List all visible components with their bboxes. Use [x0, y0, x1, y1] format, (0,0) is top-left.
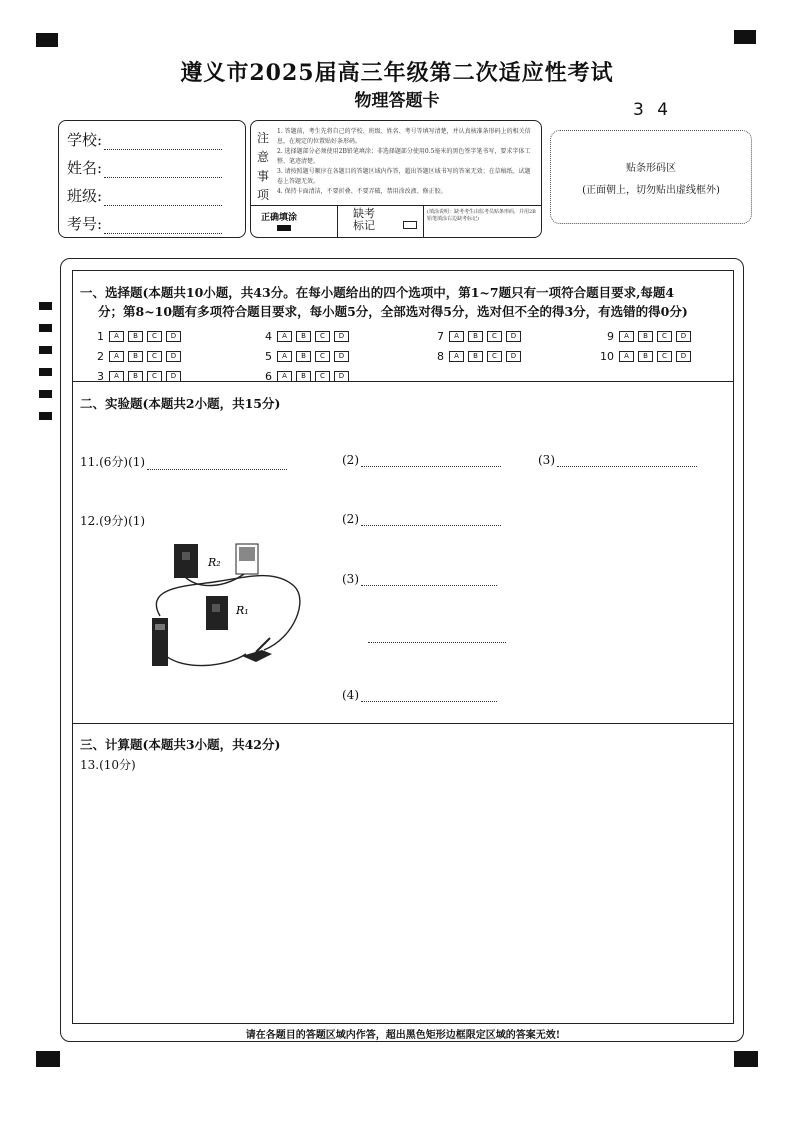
- notes-box: [250, 120, 542, 238]
- section-divider: [72, 723, 734, 724]
- mcq-question-7: [430, 330, 525, 343]
- question-number: 9: [607, 330, 614, 343]
- option-bubble-b[interactable]: B: [128, 351, 143, 362]
- option-bubble-a[interactable]: A: [449, 331, 464, 342]
- absent-label: 缺考标记: [353, 207, 375, 232]
- timing-mark: [39, 368, 52, 376]
- option-bubble-c[interactable]: C: [315, 331, 330, 342]
- option-bubble-c[interactable]: C: [147, 371, 162, 382]
- option-bubble-a[interactable]: A: [619, 351, 634, 362]
- question-number: 3: [97, 370, 104, 383]
- option-bubble-b[interactable]: B: [468, 351, 483, 362]
- q12-part3-line2[interactable]: [368, 642, 506, 643]
- section2-title: 二、实验题(本题共2小题，共15分): [80, 396, 281, 411]
- q12-part2[interactable]: (2): [342, 512, 501, 526]
- question-number: 10: [600, 350, 614, 363]
- timing-mark: [39, 390, 52, 398]
- circuit-diagram: [124, 538, 306, 676]
- option-bubble-c[interactable]: C: [147, 351, 162, 362]
- exam-title: 遵义市2025届高三年级第二次适应性考试: [180, 60, 614, 86]
- mcq-question-9: [600, 330, 695, 343]
- option-bubble-c[interactable]: C: [315, 371, 330, 382]
- mcq-question-1: [90, 330, 185, 343]
- notes-list: 1. 答题前，考生先将自己的学校、班级、姓名、考号等填写清楚，并认真核准条形码上的相关信息，在规定的位置贴好条形码。 2. 选择题部分必须使用2B铅笔填涂；非选择题部分使用0.5毫米的黑色签字笔书写，要求字体工整、笔迹清楚。 3. 请按照题号顺序在各题目的答题区域内作答，超出答题区域书写的答案无效；在草稿纸、试题卷上答题无效。 4. 保持卡面清洁，不要折叠、不要弄破，禁用涂改液、修正胶。: [277, 128, 531, 195]
- footer-warning: 请在各题目的答题区域内作答，超出黑色矩形边框限定区域的答案无效!: [245, 1030, 561, 1041]
- question-number: 4: [265, 330, 272, 343]
- option-bubble-b[interactable]: B: [296, 331, 311, 342]
- option-bubble-a[interactable]: A: [619, 331, 634, 342]
- exam-number-field[interactable]: 考号:: [67, 213, 222, 234]
- question-number: 6: [265, 370, 272, 383]
- option-bubble-d[interactable]: D: [334, 371, 349, 382]
- option-bubble-a[interactable]: A: [109, 331, 124, 342]
- question-number: 8: [437, 350, 444, 363]
- mcq-question-2: [90, 350, 185, 363]
- correct-fill-label: 正确填涂: [261, 213, 298, 223]
- mcq-question-5: [258, 350, 353, 363]
- handwritten-number: 3 4: [633, 100, 673, 120]
- option-bubble-a[interactable]: A: [277, 331, 292, 342]
- option-bubble-a[interactable]: A: [109, 351, 124, 362]
- mcq-question-10: [600, 350, 695, 363]
- student-info-box: [58, 120, 246, 238]
- absent-checkbox[interactable]: [403, 221, 417, 229]
- option-bubble-a[interactable]: A: [277, 351, 292, 362]
- barcode-note: (正面朝上，切勿贴出虚线框外): [582, 185, 720, 196]
- corner-marker-bottom-right: [734, 1051, 758, 1067]
- option-bubble-b[interactable]: B: [128, 371, 143, 382]
- option-bubble-b[interactable]: B: [638, 331, 653, 342]
- section3-title: 三、计算题(本题共3小题，共42分): [80, 737, 281, 752]
- fill-legend: [251, 205, 541, 238]
- timing-mark: [39, 412, 52, 420]
- q12-part1[interactable]: 12.(9分)(1): [80, 514, 146, 528]
- option-bubble-a[interactable]: A: [449, 351, 464, 362]
- r2-label: R₂: [208, 556, 221, 569]
- option-bubble-d[interactable]: D: [506, 331, 521, 342]
- answer-sheet-subtitle: 物理答题卡: [354, 91, 440, 111]
- option-bubble-b[interactable]: B: [128, 331, 143, 342]
- q11-part3[interactable]: (3): [538, 453, 697, 467]
- resistor-r1-box: [206, 596, 228, 630]
- option-bubble-c[interactable]: C: [487, 331, 502, 342]
- mcq-question-4: [258, 330, 353, 343]
- option-bubble-c[interactable]: C: [147, 331, 162, 342]
- option-bubble-b[interactable]: B: [638, 351, 653, 362]
- absent-note: (填涂说明：缺考考生由监考员贴条形码，并用2B铅笔填涂右边缺考标记): [427, 209, 536, 222]
- q12-part3[interactable]: (3): [342, 572, 497, 586]
- option-bubble-d[interactable]: D: [166, 371, 181, 382]
- corner-marker-top-right: [734, 30, 756, 44]
- question-number: 5: [265, 350, 272, 363]
- barcode-label: 贴条形码区: [626, 163, 676, 174]
- timing-mark: [39, 346, 52, 354]
- correct-fill-sample: [277, 225, 291, 231]
- option-bubble-d[interactable]: D: [676, 351, 691, 362]
- question-number: 1: [97, 330, 104, 343]
- option-bubble-a[interactable]: A: [109, 371, 124, 382]
- option-bubble-c[interactable]: C: [657, 331, 672, 342]
- name-field[interactable]: 姓名:: [67, 157, 222, 178]
- circuit-wire: [156, 576, 300, 650]
- option-bubble-b[interactable]: B: [468, 331, 483, 342]
- school-field[interactable]: 学校:: [67, 129, 222, 150]
- q11-part1[interactable]: 11.(6分)(1): [80, 453, 287, 470]
- option-bubble-d[interactable]: D: [166, 331, 181, 342]
- option-bubble-c[interactable]: C: [315, 351, 330, 362]
- question-number: 2: [97, 350, 104, 363]
- corner-marker-top-left: [36, 33, 58, 47]
- q13-answer-area[interactable]: [80, 775, 728, 1019]
- r1-label: R₁: [236, 604, 249, 617]
- timing-mark: [39, 302, 52, 310]
- q13-label: 13.(10分): [80, 758, 136, 772]
- option-bubble-a[interactable]: A: [277, 371, 292, 382]
- section1-title-cont: 分；第8~10题有多项符合题目要求，每小题5分，全部选对得5分，选对但不全的得3分，有选错的得0分): [98, 304, 688, 319]
- class-field[interactable]: 班级:: [67, 185, 222, 206]
- option-bubble-d[interactable]: D: [334, 331, 349, 342]
- option-bubble-d[interactable]: D: [334, 351, 349, 362]
- mcq-question-6: [258, 370, 353, 383]
- timing-mark: [39, 324, 52, 332]
- option-bubble-c[interactable]: C: [657, 351, 672, 362]
- option-bubble-d[interactable]: D: [166, 351, 181, 362]
- option-bubble-d[interactable]: D: [506, 351, 521, 362]
- option-bubble-b[interactable]: B: [296, 351, 311, 362]
- barcode-area: [550, 130, 752, 224]
- resistor-r2-box: [174, 544, 198, 578]
- q12-part4[interactable]: (4): [342, 688, 497, 702]
- option-bubble-c[interactable]: C: [487, 351, 502, 362]
- section1-title: 一、选择题(本题共10小题，共43分。在每小题给出的四个选项中，第1~7题只有一项符合题目要求,每题4: [80, 285, 675, 300]
- q11-part2[interactable]: (2): [342, 453, 501, 467]
- corner-marker-bottom-left: [36, 1051, 60, 1067]
- question-number: 7: [437, 330, 444, 343]
- notes-heading: 注意事项: [257, 131, 270, 202]
- mcq-question-3: [90, 370, 185, 383]
- option-bubble-b[interactable]: B: [296, 371, 311, 382]
- mcq-question-8: [430, 350, 525, 363]
- option-bubble-d[interactable]: D: [676, 331, 691, 342]
- circuit-wire: [166, 654, 246, 666]
